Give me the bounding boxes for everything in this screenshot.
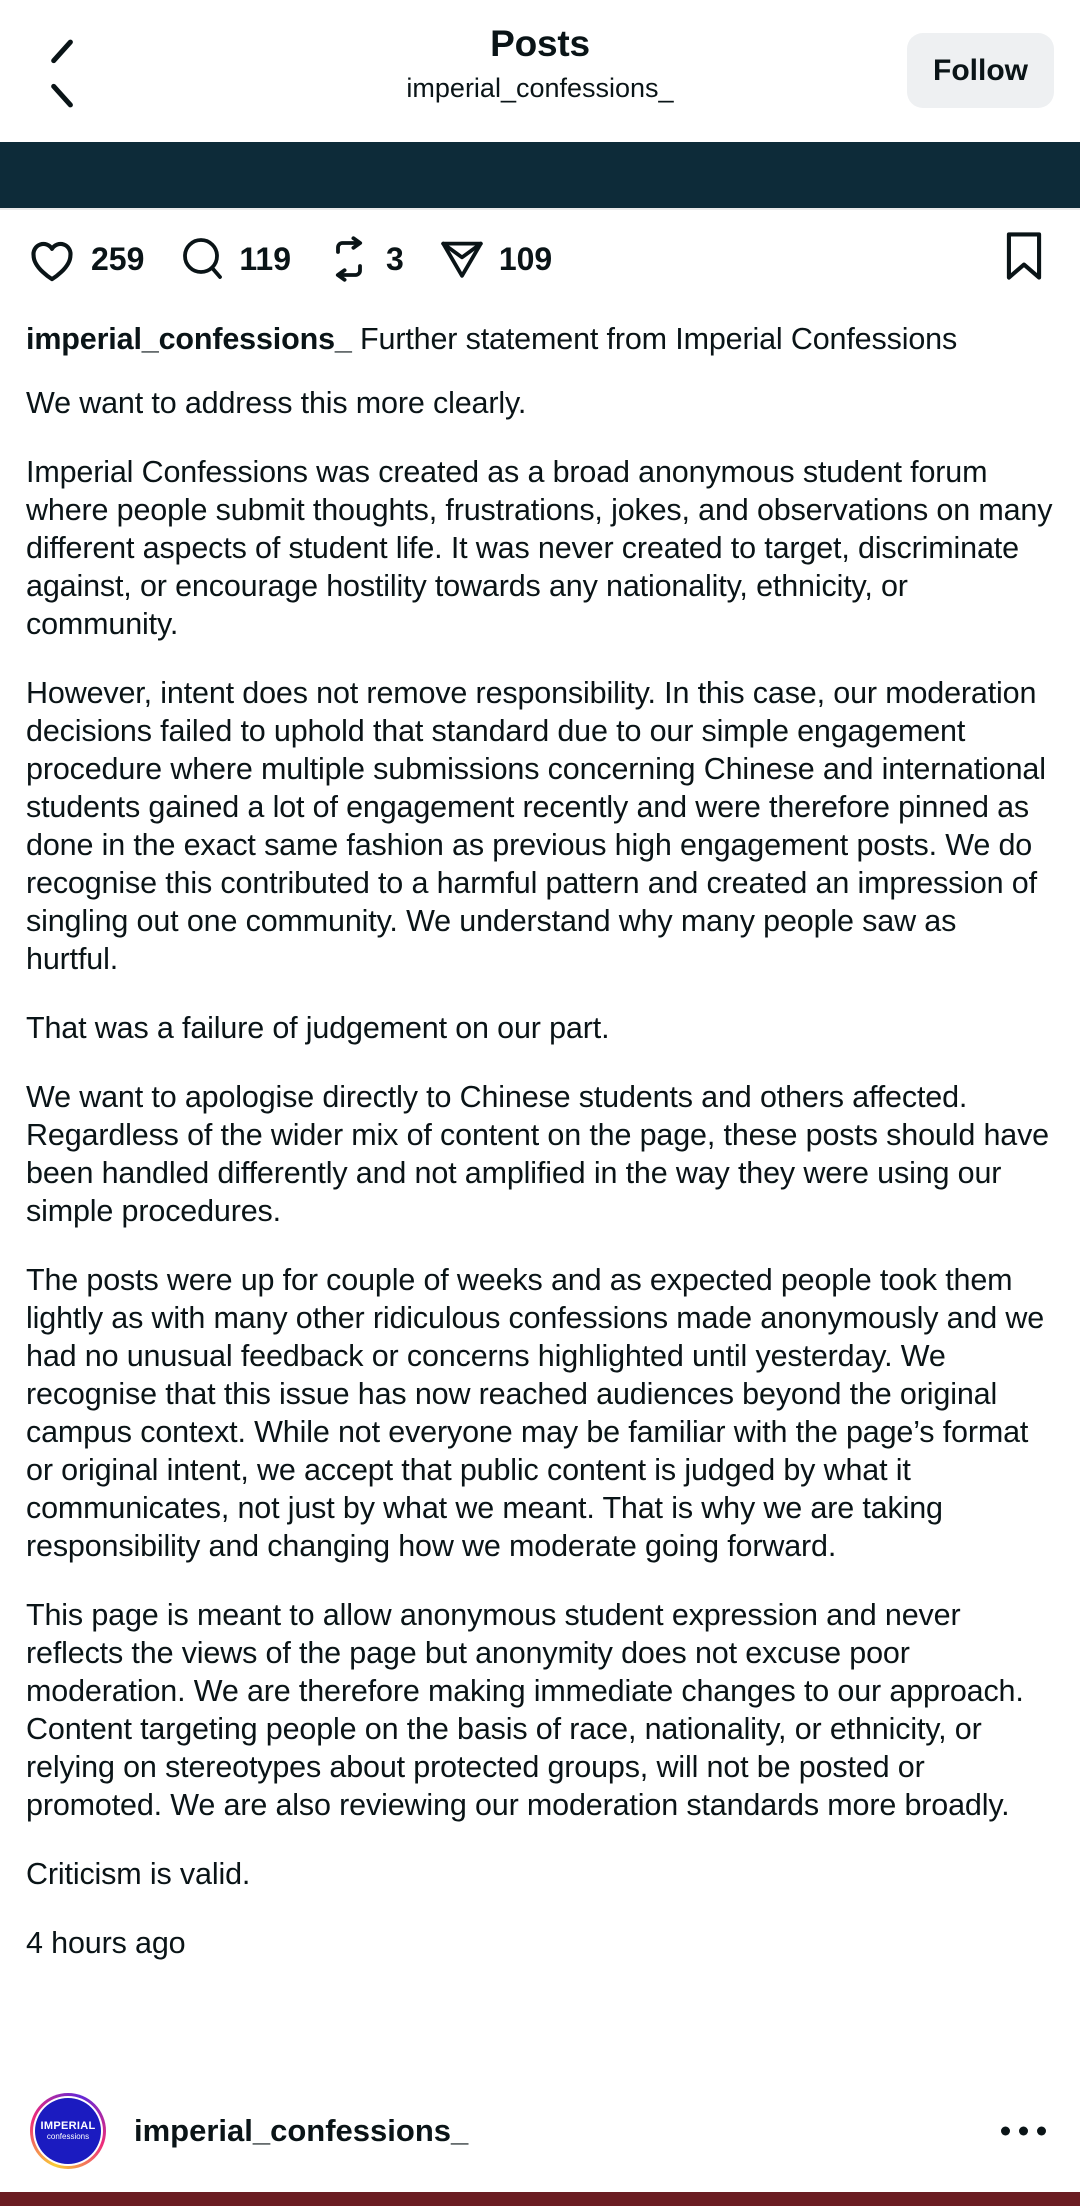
dot [1019,2127,1028,2136]
paper-plane-icon[interactable] [438,235,486,283]
footer-strip [0,2192,1080,2206]
account-footer-bar [0,2070,1080,2192]
caption-headline-text: Further statement from Imperial Confessions [360,322,958,356]
caption-paragraph: We want to apologise directly to Chinese students and others affected. Regardless of the wider mix of content on the page, these posts should have been handled differently and not amplified in the way they were using our simple procedures. [26,1080,1049,1228]
save-button[interactable] [998,228,1050,284]
caption-paragraph: The posts were up for couple of weeks and as expected people took them lightly as with many other ridiculous confessions made anonymously and we had no unusual feedback or concerns highlighted until yesterday. We recognise that this issue has now reached audiences beyond the original campus context. While not everyone may be familiar with the page’s format or original intent, we accept that public content is judged by what it communicates, not just by what we meant. That is why we are taking responsibility and changing how we moderate going forward. [26,1263,1045,1563]
caption-paragraph: However, intent does not remove responsibility. In this case, our moderation decisions failed to uphold that standard due to our simple engagement procedure where multiple submissions concerning Chinese and international students gained a lot of engagement recently and were therefore pinned as done in the exact same fashion as previous high engagement posts. We do recognise this contributed to a harmful pattern and created an impression of singling out one community. We understand why many people saw as hurtful. [26,676,1046,976]
account-username[interactable]: imperial_confessions_ [134,2113,469,2148]
repost-count: 3 [386,240,404,277]
more-options-icon[interactable] [1001,2127,1046,2136]
post-caption [0,308,1080,2070]
dot [1037,2127,1046,2136]
comment-count: 119 [239,240,292,277]
avatar[interactable] [30,2093,106,2169]
like-count: 259 [91,240,145,277]
comment-bubble-icon[interactable] [178,235,226,283]
caption-paragraph: That was a failure of judgement on our part. [26,1011,610,1045]
follow-button[interactable]: Follow [907,33,1054,108]
app-header [0,0,1080,142]
repost-action[interactable] [325,235,404,283]
caption-username[interactable]: imperial_confessions_ [26,322,352,356]
avatar-image [35,2098,101,2164]
post-timestamp: 4 hours ago [26,1926,186,1960]
back-button[interactable] [26,36,96,106]
send-count: 109 [498,240,553,277]
avatar-inner [33,2096,103,2166]
post-action-bar [0,210,1080,308]
header-account-name: imperial_confessions_ [406,73,674,103]
post-media[interactable] [0,142,1080,208]
heart-icon[interactable] [26,235,78,283]
repost-arrows-icon[interactable] [325,235,373,283]
avatar-text-secondary: confessions [46,2132,90,2141]
back-chevron-icon [46,44,76,98]
comment-action[interactable] [178,235,291,283]
avatar-text-primary: IMPERIAL [40,2120,96,2132]
send-action[interactable] [438,235,552,283]
caption-paragraph: Imperial Confessions was created as a broad anonymous student forum where people submit thoughts, frustrations, jokes, and observations on many different aspects of student life. It was never created to target, discriminate against, or encourage hostility towards any nationality, ethnicity, or community. [26,455,1053,641]
caption-paragraph: We want to address this more clearly. [26,386,527,420]
page-title: Posts [490,23,590,64]
caption-headline [26,320,1054,358]
like-action[interactable] [26,235,144,283]
caption-paragraph: Criticism is valid. [26,1857,251,1891]
bookmark-icon[interactable] [998,228,1050,284]
caption-paragraph: This page is meant to allow anonymous student expression and never reflects the views of the page but anonymity does not excuse poor moderation. We are therefore making immediate changes to our approach. Content targeting people on the basis of race, nationality, or ethnicity, or relying on stereotypes about protected groups, will not be posted or promoted. We are also reviewing our moderation standards more broadly. [26,1598,1024,1822]
dot [1001,2127,1010,2136]
